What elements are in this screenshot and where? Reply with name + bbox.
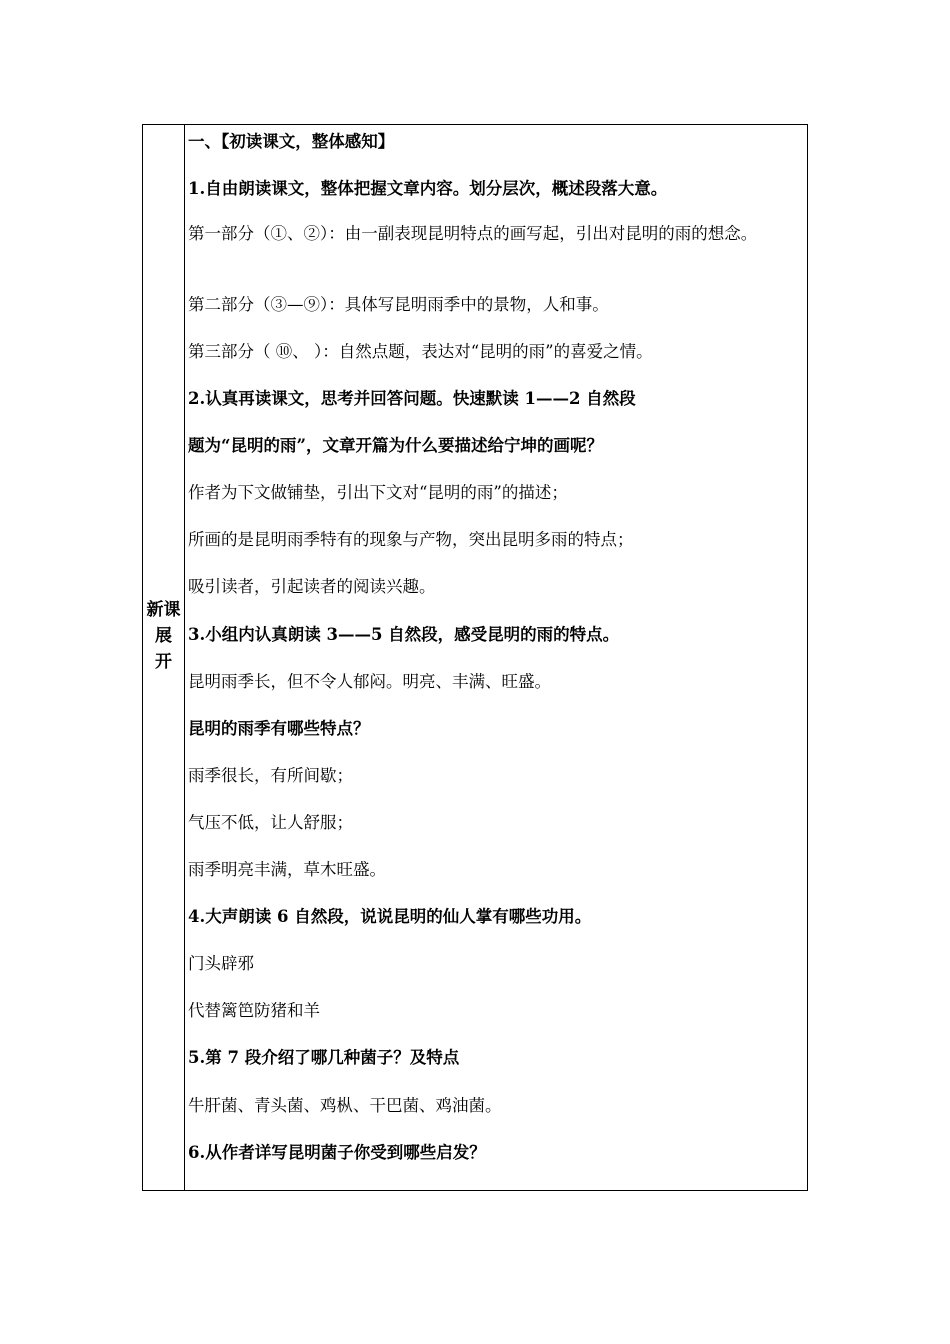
question-heading: 6.从作者详写昆明菌子你受到哪些启发？ — [188, 1143, 486, 1162]
section-label-line: 新课 — [146, 600, 181, 620]
answer-text: 牛肝菌、青头菌、鸡枞、干巴菌、鸡油菌。 — [188, 1096, 502, 1115]
question-heading: 题为“昆明的雨”，文章开篇为什么要描述给宁坤的画呢？ — [188, 436, 603, 455]
question-heading: 5.第 7 段介绍了哪几种菌子？及特点 — [188, 1048, 460, 1067]
answer-text: 代替篱笆防猪和羊 — [188, 1001, 320, 1020]
answer-text: 吸引读者，引起读者的阅读兴趣。 — [188, 577, 436, 596]
answer-text: 门头辟邪 — [188, 954, 254, 973]
answer-text: 第三部分（ ⑩、 ）：自然点题，表达对“昆明的雨”的喜爱之情。 — [188, 342, 653, 361]
question-heading: 昆明的雨季有哪些特点？ — [188, 719, 370, 738]
question-heading: 3.小组内认真朗读 3——5 自然段，感受昆明的雨的特点。 — [188, 625, 620, 644]
section-label-cell — [143, 125, 185, 1190]
answer-text: 气压不低，让人舒服； — [188, 813, 353, 832]
answer-text: 雨季明亮丰满，草木旺盛。 — [188, 860, 386, 879]
answer-text: 第二部分（③—⑨）：具体写昆明雨季中的景物，人和事。 — [188, 295, 609, 314]
answer-text: 作者为下文做铺垫，引出下文对“昆明的雨”的描述； — [188, 483, 568, 502]
question-heading: 2.认真再读课文，思考并回答问题。快速默读 1——2 自然段 — [188, 389, 636, 408]
question-heading: 1.自由朗读课文，整体把握文章内容。划分层次，概述段落大意。 — [188, 179, 668, 198]
answer-text: 昆明雨季长，但不令人郁闷。明亮、丰满、旺盛。 — [188, 672, 551, 691]
section-label — [143, 597, 184, 675]
section-label-line: 开 — [155, 652, 172, 672]
answer-text: 雨季很长，有所间歇； — [188, 766, 353, 785]
content-cell — [185, 125, 807, 1190]
section-heading: 一、【初读课文，整体感知】 — [188, 132, 395, 151]
question-heading: 4.大声朗读 6 自然段，说说昆明的仙人掌有哪些功用。 — [188, 907, 592, 926]
answer-text: 第一部分（①、②）：由一副表现昆明特点的画写起，引出对昆明的雨的想念。 — [188, 224, 758, 243]
section-label-line: 展 — [155, 626, 172, 646]
lesson-table — [142, 124, 808, 1191]
answer-text: 所画的是昆明雨季特有的现象与产物，突出昆明多雨的特点； — [188, 530, 634, 549]
